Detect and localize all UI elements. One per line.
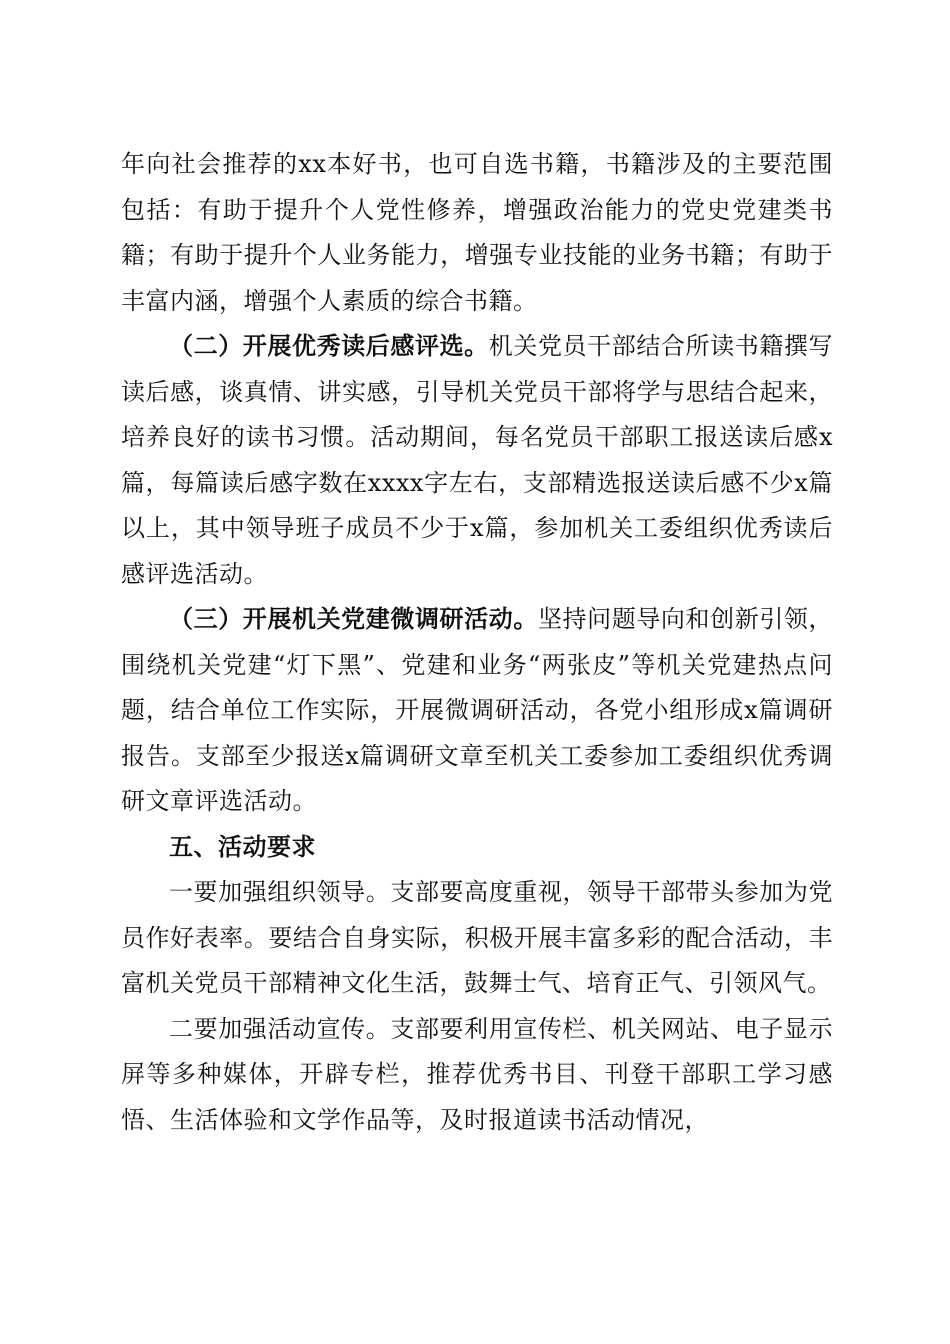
- section-heading: 五、活动要求: [169, 832, 316, 861]
- paragraph-reading-review: [121, 324, 833, 597]
- paragraph-organization: [121, 870, 833, 1007]
- paragraph-text: 坚持问题导向和创新引领，围绕机关党建“灯下黑”、党建和业务“两张皮”等机关党建热点问题，结合单位工作实际，开展微调研活动，各党小组形成x篇调研报告。支部至少报送x篇调研文章至机关工委参加工委组织优秀调研文章评选活动。: [121, 605, 834, 815]
- document-body: [121, 142, 833, 1143]
- paragraph-micro-research: [121, 597, 833, 825]
- paragraph-text: 二要加强活动宣传。支部要利用宣传栏、机关网站、电子显示屏等多种媒体，开辟专栏，推荐优秀书目、刊登干部职工学习感悟、生活体验和文学作品等，及时报道读书活动情况，: [121, 1014, 833, 1134]
- paragraph-publicity: [121, 1007, 833, 1144]
- paragraph-text: 一要加强组织领导。支部要高度重视，领导干部带头参加为党员作好表率。要结合自身实际，积极开展丰富多彩的配合活动，丰富机关党员干部精神文化生活，鼓舞士气、培育正气、引领风气。: [121, 878, 833, 997]
- paragraph-lead: （三）开展机关党建微调研活动。: [169, 605, 538, 633]
- paragraph-lead: （二）开展优秀读后感评选。: [169, 332, 489, 360]
- paragraph-text: 年向社会推荐的xx本好书，也可自选书籍，书籍涉及的主要范围包括：有助于提升个人党性修养，增强政治能力的党史党建类书籍；有助于提升个人业务能力，增强专业技能的业务书籍；有助于丰富内涵，增强个人素质的综合书籍。: [121, 150, 833, 315]
- paragraph-text: 机关党员干部结合所读书籍撰写读后感，谈真情、讲实感，引导机关党员干部将学与思结合起来，培养良好的读书习惯。活动期间，每名党员干部职工报送读后感x篇，每篇读后感字数在xxxx字左右，支部精选报送读后感不少x篇以上，其中领导班子成员不少于x篇，参加机关工委组织优秀读后感评选活动。: [121, 332, 833, 588]
- paragraph-book-scope: [121, 142, 833, 324]
